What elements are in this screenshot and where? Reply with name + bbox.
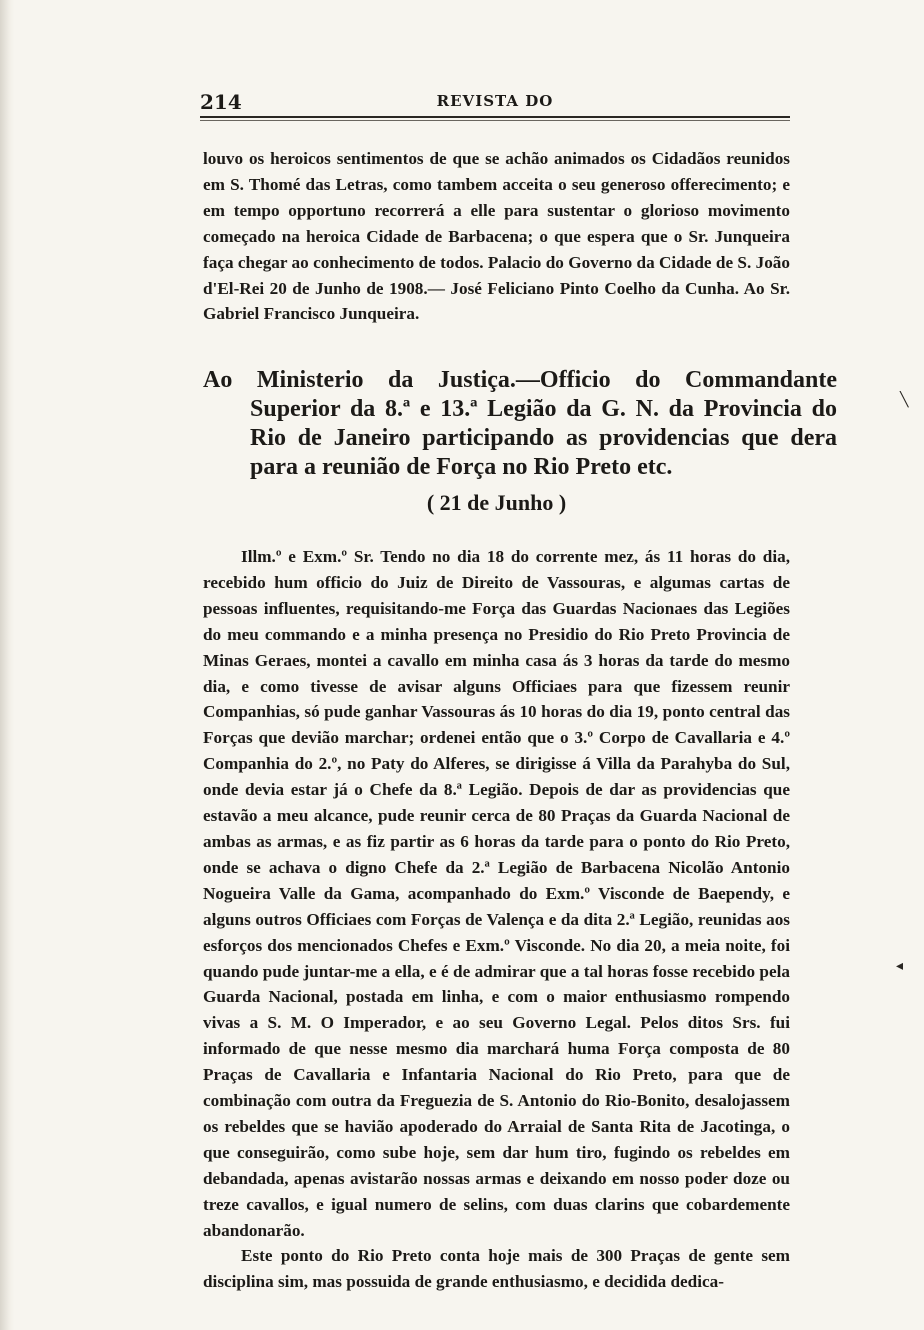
page-binding-edge bbox=[0, 0, 14, 1330]
page-number: 214 bbox=[200, 90, 242, 114]
date-line: ( 21 de Junho ) bbox=[426, 490, 567, 515]
header-rule bbox=[200, 116, 790, 118]
letter-paragraph-2: Este ponto do Rio Preto conta hoje mais de 300 Praças de gente sem disciplina sim, mas possuida de grande enthusiasmo, e decidida dedica- bbox=[203, 1246, 790, 1292]
stray-mark-2: ◂ bbox=[896, 958, 904, 974]
continued-paragraph: louvo os heroicos sentimentos de que se achão animados os Cidadãos reunidos em S. Thomé das Letras, como tambem acceita o seu generoso offerecimento; e em tempo opportuno recorrerá a elle para sustentar o glorioso movimento começado na heroica Cidade de Barbacena; o que espera que o Sr. Junqueira faça chegar ao conhecimento de todos. Palacio do Governo da Cidade de S. João d'El-Rei 20 de Junho de 1908.— José Feliciano Pinto Coelho da Cunha. Ao Sr. Gabriel Francisco Junqueira. bbox=[203, 149, 790, 324]
letter-body bbox=[203, 544, 790, 1295]
running-title: REVISTA DO bbox=[436, 92, 554, 110]
letter-paragraph-1: Illm.º e Exm.º Sr. Tendo no dia 18 do corrente mez, ás 11 horas do dia, recebido hum officio do Juiz de Direito de Vassouras, e algumas cartas de pessoas influentes, requisitando-me Força das Guardas Nacionaes das Legiões do meu commando e a minha presença no Presidio do Rio Preto Provincia de Minas Geraes, montei a cavallo em minha casa ás 3 horas da tarde do mesmo dia, e como tivesse de avisar alguns Officiaes para que fizessem reunir Companhias, só pude ganhar Vassouras ás 10 horas do dia 19, ponto central das Forças que devião marchar; ordenei então que o 3.º Corpo de Cavallaria e 4.º Companhia do 2.º, no Paty do Alferes, se dirigisse á Villa da Parahyba do Sul, onde devia estar já o Chefe da 8.ª Legião. Depois de dar as providencias que estavão a meu alcance, pude reunir cerca de 80 Praças da Guarda Nacional de ambas as armas, e as fiz partir as 6 horas da tarde para o ponto do Rio Preto, onde se achava o digno Chefe da 2.ª Legião de Barbacena Nicolão Antonio Nogueira Valle da Gama, acompanhado do Exm.º Visconde de Baependy, e alguns outros Officiaes com Forças de Valença e da dita 2.ª Legião, reunidas aos esforços dos mencionados Chefes e Exm.º Visconde. No dia 20, a meia noite, foi quando pude juntar-me a ella, e é de admirar que a tal horas fosse recebido pela Guarda Nacional, postada em linha, e com o maior enthusiasmo rompendo vivas a S. M. O Imperador, e ao seu Governo Legal. Pelos ditos Srs. fui informado de que nesse mesmo dia marchará huma Força composta de 80 Praças de Cavallaria e Infantaria Nacional do Rio Preto, para que de combinação com outra da Freguezia de S. Antonio do Rio-Bonito, desalojassem os rebeldes que se havião apoderado do Arraial de Santa Rita de Jacotinga, o que conseguirão, como sube hoje, sem dar hum tiro, fugindo os rebeldes em debandada, apenas avistarão nossas armas e deixando em nosso poder doze ou treze cavallos, e igual numero de selins, com duas clarins que cobardemente abandonarão. bbox=[203, 547, 790, 1240]
page-header bbox=[200, 88, 790, 118]
header-rule-thin bbox=[200, 120, 790, 121]
section-heading: Ao Ministerio da Justiça.—Officio do Commandante Superior da 8.ª e 13.ª Legião da G. N. da Provincia do Rio de Janeiro participando as providencias que dera para a reunião de Força no Rio Preto etc. bbox=[203, 367, 837, 480]
stray-mark-1: ╲ bbox=[900, 392, 909, 408]
